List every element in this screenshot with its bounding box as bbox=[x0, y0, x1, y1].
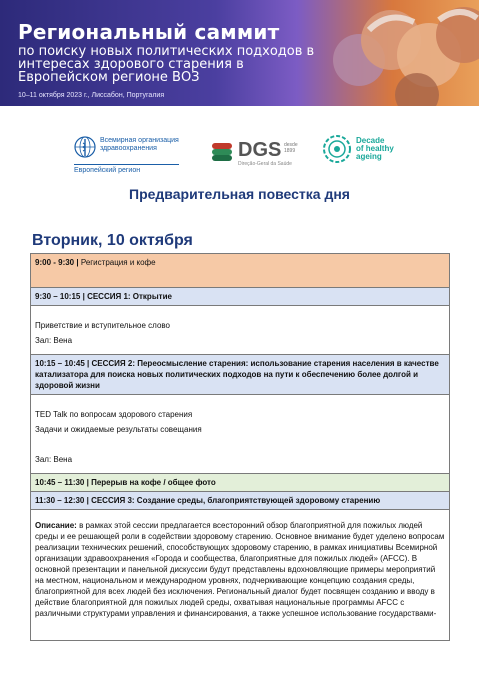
decade-of-healthy-ageing-logo bbox=[322, 132, 422, 172]
agenda-line: Зал: Вена bbox=[35, 336, 73, 345]
agenda-item-text: Регистрация и кофе bbox=[80, 258, 156, 267]
banner-subtitle-line: интересах здорового старения в bbox=[18, 57, 244, 72]
dgs-since bbox=[284, 142, 298, 154]
agenda-row-desc bbox=[31, 510, 449, 640]
who-name-line: здравоохранения bbox=[100, 145, 157, 152]
agenda-line: Задачи и ожидаемые результаты совещания bbox=[35, 425, 202, 434]
who-emblem-icon bbox=[74, 136, 96, 158]
agenda-time: 10:15 – 10:45 | bbox=[35, 359, 92, 368]
agenda-time: 9:00 - 9:30 | bbox=[35, 258, 81, 267]
agenda-line: Зал: Вена bbox=[35, 455, 73, 464]
banner-title: Региональный саммит bbox=[18, 20, 280, 44]
agenda-line: Приветствие и вступительное слово bbox=[35, 321, 170, 330]
agenda-row-session bbox=[31, 492, 449, 510]
day-heading: Вторник, 10 октября bbox=[32, 232, 193, 249]
banner-subtitle-line: по поиску новых политических подходов в bbox=[18, 44, 315, 59]
elderly-faces-illustration bbox=[329, 0, 479, 106]
agenda-table bbox=[30, 253, 450, 641]
summit-banner bbox=[0, 0, 479, 106]
agenda-row-break bbox=[31, 254, 449, 288]
who-region: Европейский регион bbox=[74, 164, 179, 174]
agenda-line bbox=[35, 439, 445, 450]
dgs-since-line: 1899 bbox=[284, 148, 296, 154]
agenda-item-text: СЕССИЯ 2: Переосмысление старения: использование старения населения в качестве катализатора для поиска новых политических подходов на пути к обеспечению более долгой и здоровой жизни bbox=[35, 359, 439, 390]
dgs-name: DGS bbox=[238, 139, 282, 161]
agenda-time: 9:30 – 10:15 | bbox=[35, 292, 88, 301]
banner-subtitle bbox=[18, 45, 318, 84]
decade-text bbox=[356, 137, 394, 161]
agenda-row-plain bbox=[31, 395, 449, 474]
dgs-description: Direção-Geral da Saúde bbox=[238, 161, 292, 167]
who-logo bbox=[74, 134, 194, 174]
partner-logos bbox=[0, 124, 479, 174]
dgs-since-line: desde bbox=[284, 142, 298, 148]
agenda-time: 10:45 – 11:30 | bbox=[35, 478, 92, 487]
decade-emblem-icon bbox=[322, 134, 352, 164]
agenda-line: TED Talk по вопросам здорового старения bbox=[35, 410, 193, 419]
dgs-logo bbox=[210, 134, 310, 174]
who-name-line: Всемирная организация bbox=[100, 137, 179, 144]
description-label: Описание: bbox=[35, 521, 77, 530]
description-text: в рамках этой сессии предлагается всесторонний обзор благоприятной для пожилых людей среды и ее решающей роли в содействии здоровому старению. Основное внимание будет уделено вопросам реализации технических решений, способствующих здоровому старению, в рамках инициативы Всемирной организации здравоохранения «Города и сообщества, благоприятные для пожилых людей» (AFCC). В основной презентации и панельной дискуссии будут представлены вдохновляющие примеры мероприятий на местном, национальном и международном уровнях, подчеркивающие концепцию создания среды, благоприятной для всех людей без исключения. Региональный диалог будет посвящен созданию и вводу в действие благоприятной для пожилых людей среды, охватывая национальные программы AFCC с различными структурами управления и финансирования, а также успешное использование государствами- bbox=[35, 521, 445, 618]
who-name bbox=[100, 137, 196, 153]
agenda-item-text: СЕССИЯ 1: Открытие bbox=[87, 292, 172, 301]
agenda-row-session bbox=[31, 355, 449, 395]
agenda-time: 11:30 – 12:30 | bbox=[35, 496, 92, 505]
decade-text-line: ageing bbox=[356, 152, 382, 161]
agenda-item-text: Перерыв на кофе / общее фото bbox=[91, 478, 216, 487]
agenda-item-text: СЕССИЯ 3: Создание среды, благоприятствующей здоровому старению bbox=[91, 496, 381, 505]
agenda-row-coffee bbox=[31, 474, 449, 492]
dgs-emblem-icon bbox=[210, 140, 234, 164]
agenda-row-plain bbox=[31, 306, 449, 355]
agenda-row-session bbox=[31, 288, 449, 306]
banner-subtitle-line: Европейском регионе ВОЗ bbox=[18, 70, 200, 85]
decade-text-line: of healthy bbox=[356, 144, 394, 153]
document-title: Предварительная повестка дня bbox=[129, 186, 350, 202]
banner-date-place: 10–11 октября 2023 г., Лиссабон, Португалия bbox=[18, 92, 165, 99]
decade-text-line: Decade bbox=[356, 136, 385, 145]
